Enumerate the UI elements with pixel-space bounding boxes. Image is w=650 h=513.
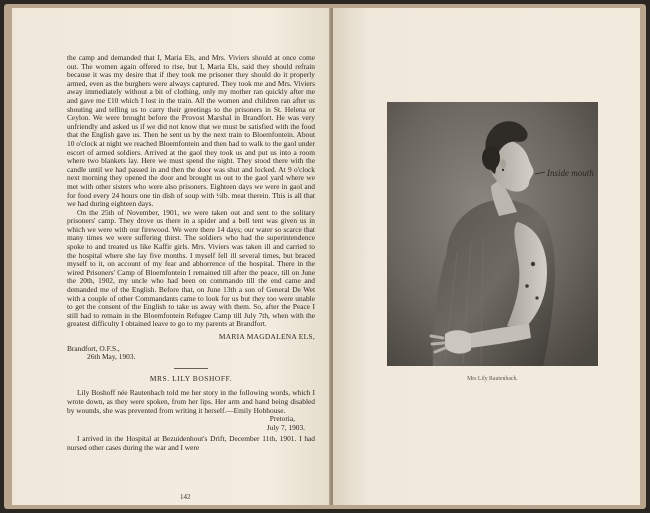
photo-caption: Mrs Lily Rautenbach. xyxy=(467,376,518,382)
pretoria-line: Pretoria, xyxy=(269,414,295,424)
intro-paragraph: Lily Boshoff née Rautenbach told me her story in the following words, which I wrote down, as they were spoken, from her lips. Her arm and hand being disabled by wounds, she was prevented from writing it herself.—Emily Hobhouse. xyxy=(67,388,315,415)
section-divider xyxy=(174,368,208,369)
handwritten-annotation: Inside mouth xyxy=(547,168,594,178)
place-line: Brandfort, O.F.S., xyxy=(67,343,120,353)
paragraph-1: the camp and demanded that I, Maria Els, and Mrs. Viviers should at once come out. The women again offered to rise, but I, Maria Els, said they should refrain because it was my desire that if they took me prisoner they should do it properly armed, even as the burghers were always captured. They took me and Mrs. Viviers away immediately without a bit of clothing, only my mother ran quickly after me and gave me £10 which I lost in the train. All the women and children ran after us shouting and telling us to carry their greetings to the prisoners in St. Helena or Ceylon. We were brought before the Provost Marshal in Brandfort. He was very unfriendly and asked us if we did not know that we must be satisfied with the food that the English gave us. Then he sent us by the next train to Bloemfontein. About 10 o'clock at night we reached Bloemfontein and then had to walk to the gaol under escort of armed soldiers. Arrived at the gaol they took us and put us into a room where two blankets lay. Here we must spend the night. They stood there with the candle until we had passed in and then the door was shut and locked. At 9 o'clock next morning they opened the door and brought us out to the gaol yard where we met with other sisters who were also prisoners. Eighteen days we were in gaol and for food every 24 hours one tin dish of soup with ½lb. meat therein. This is all that we had during eighteen days. xyxy=(67,53,315,209)
pretoria-date: July 7, 1903. xyxy=(266,422,305,432)
right-page xyxy=(333,8,640,505)
left-page-text xyxy=(67,54,315,453)
portrait-photo xyxy=(387,102,598,366)
date-line: 26th May, 1903. xyxy=(87,352,136,362)
page-number: 142 xyxy=(180,493,191,501)
paragraph-2: On the 25th of November, 1901, we were taken out and sent to the solitary prisoners' camp. They drove us there in a spider and a bell tent was given us in which we were with our firewood. We were there 14 days; our water so scarce that many times we were suffering thirst. The soldiers who had the superintendence spoke to and treated us like Kaffir girls. Mrs. Viviers was taken ill and carried to the hospital where she lay five months. I myself fell ill several times, but braced myself to it, on account of my fear and abhorrence of the hospital. There in the wired Prisoners' Camp of Bloemfontein I remained till after the peace, till on June the 20th, 1902, my uncle who had been on commando till the end came and demanded me of the English. Before that, on June 13th a son of General De Wet with a couple of other Commandants came to look for us but they too were unable to get the consent of the English to take us away with them. So, after the Peace I still had to remain in the Bloemfontein Refugee Camp till July 7th, when with the greatest difficulty I obtained leave to go to my parents at Brandfort. xyxy=(67,207,315,329)
left-page xyxy=(12,8,332,505)
open-book xyxy=(4,4,646,509)
final-paragraph: I arrived in the Hospital at Bezuidenhout's Drift, December 11th, 1901. I had nursed other cases during the war and I were xyxy=(67,434,315,452)
section-heading: MRS. LILY BOSHOFF. xyxy=(149,373,233,383)
signature: MARIA MAGDALENA ELS, xyxy=(218,332,315,341)
portrait-illustration xyxy=(387,102,598,366)
